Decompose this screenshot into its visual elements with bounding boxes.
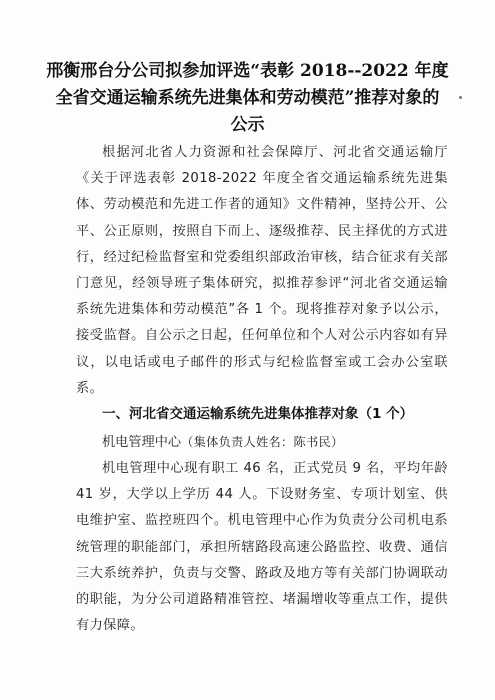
scan-speck <box>459 96 462 99</box>
title-line-3: 公示 <box>230 115 265 135</box>
entity-name: 机电管理中心 <box>102 435 182 450</box>
entity-leader: （集体负责人姓名：陈书民） <box>181 435 344 449</box>
intro-paragraph: 根据河北省人力资源和社会保障厅、河北省交通运输厅《关于评选表彰 2018-2022 年度全省交通运输系统先进集体、劳动模范和先进工作者的通知》文件精神，坚持公开、公平、公正原则，按照自下而上、逐级推荐、民主择优的方式进行，经过纪检监督室和党委组织部政治审核，结合征求有关部门意见，经领导班子集体研究，拟推荐参评“河北省交通运输系统先进集体和劳动模范”各 1 个。现将推荐对象予以公示，接受监督。自公示之日起，任何单位和个人对公示内容如有异议，以电话或电子邮件的形式与纪检监督室或工会办公室联系。 <box>76 145 448 396</box>
title-line-1: 邢衡邢台分公司拟参加评选“表彰 2018--2022 年度 <box>46 61 449 81</box>
document-title <box>40 58 455 139</box>
title-line-2: 全省交通运输系统先进集体和劳动模范”推荐对象的 <box>55 88 440 108</box>
entity-description-paragraph: 机电管理中心现有职工 46 名，正式党员 9 名，平均年龄 41 岁，大学以上学历 44 人。下设财务室、专项计划室、供电维护室、监控班四个。机电管理中心作为负责分公司机电系统管理的职能部门，承担所辖路段高速公路监控、收费、通信三大系统养护，负责与交警、路政及地方等有关部门协调联动的职能，为分公司道路精准管控、堵漏增收等重点工作，提供有力保障。 <box>76 461 448 634</box>
section-heading-1: 一、河北省交通运输系统先进集体推荐对象（1 个） <box>102 406 414 422</box>
nominee-entity <box>102 431 343 450</box>
